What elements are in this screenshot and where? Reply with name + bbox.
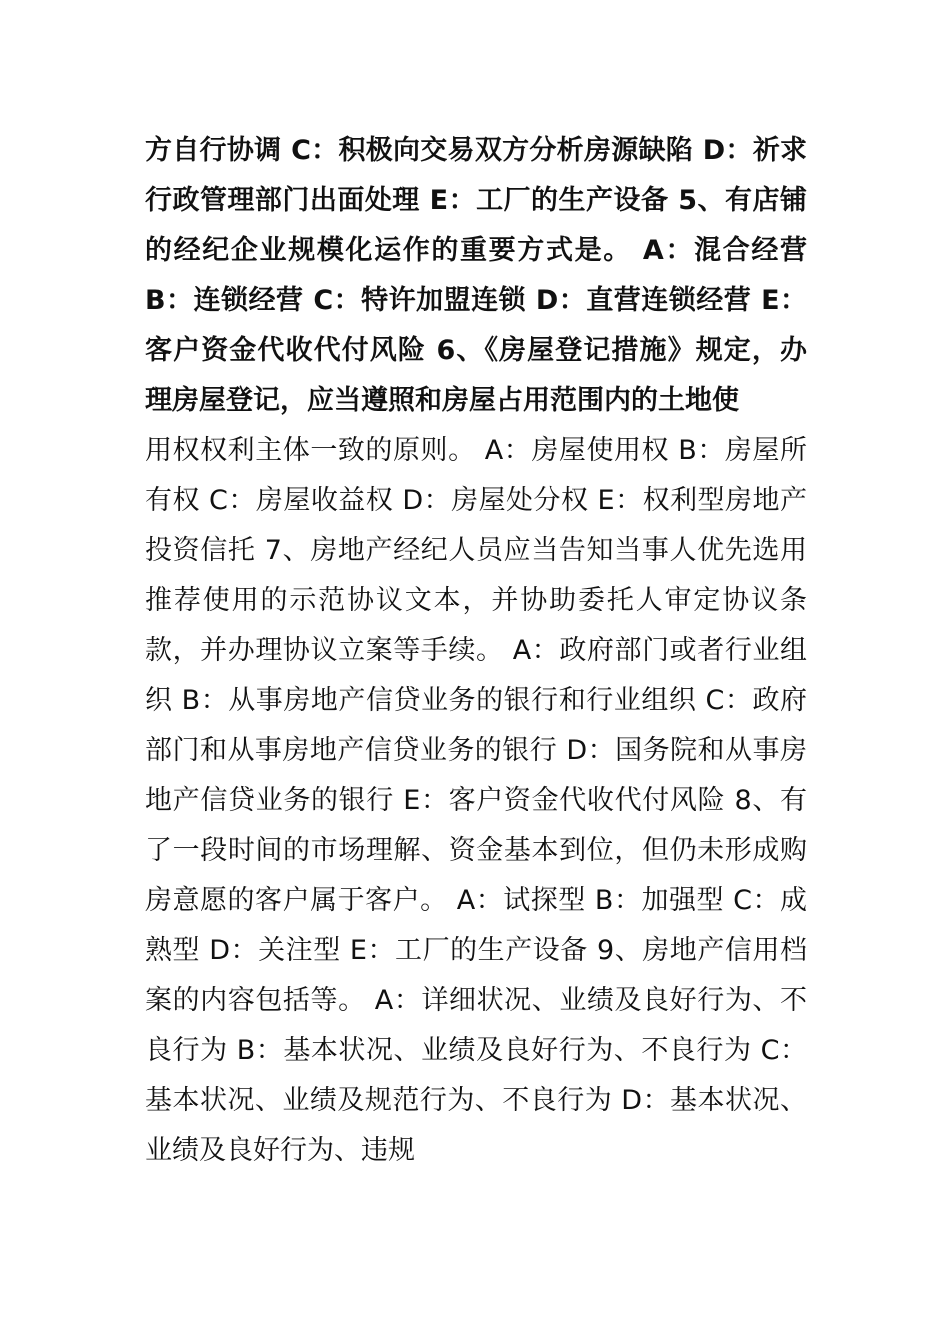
regular-question-paragraph: 用权权利主体一致的原则。 A：房屋使用权 B：房屋所有权 C：房屋收益权 D：房屋处分权 E：权利型房地产投资信托 7、房地产经纪人员应当告知当事人优先选用推荐使用的示范协议文本，并协助委托人审定协议条款，并办理协议立案等手续。 A：政府部门或者行业组织 B：从事房地产信贷业务的银行和行业组织 C：政府部门和从事房地产信贷业务的银行 D：国务院和从事房地产信贷业务的银行 E：客户资金代收代付风险 8、有了一段时间的市场理解、资金基本到位，但仍未形成购房意愿的客户属于客户。 A：试探型 B：加强型 C：成熟型 D：关注型 E：工厂的生产设备 9、房地产信用档案的内容包括等。 A：详细状况、业绩及良好行为、不良行为 B：基本状况、业绩及良好行为、不良行为 C：基本状况、业绩及规范行为、不良行为 D：基本状况、业绩及良好行为、违规 (145, 435, 807, 1166)
bold-question-paragraph: 方自行协调 C：积极向交易双方分析房源缺陷 D：祈求行政管理部门出面处理 E：工厂的生产设备 5、有店铺的经纪企业规模化运作的重要方式是。 A：混合经营 B：连锁经营 C：特许加盟连锁 D：直营连锁经营 E：客户资金代收代付风险 6、《房屋登记措施》规定，办理房屋登记，应当遵照和房屋占用范围内的土地使 (145, 135, 807, 416)
document-body (145, 126, 807, 1176)
